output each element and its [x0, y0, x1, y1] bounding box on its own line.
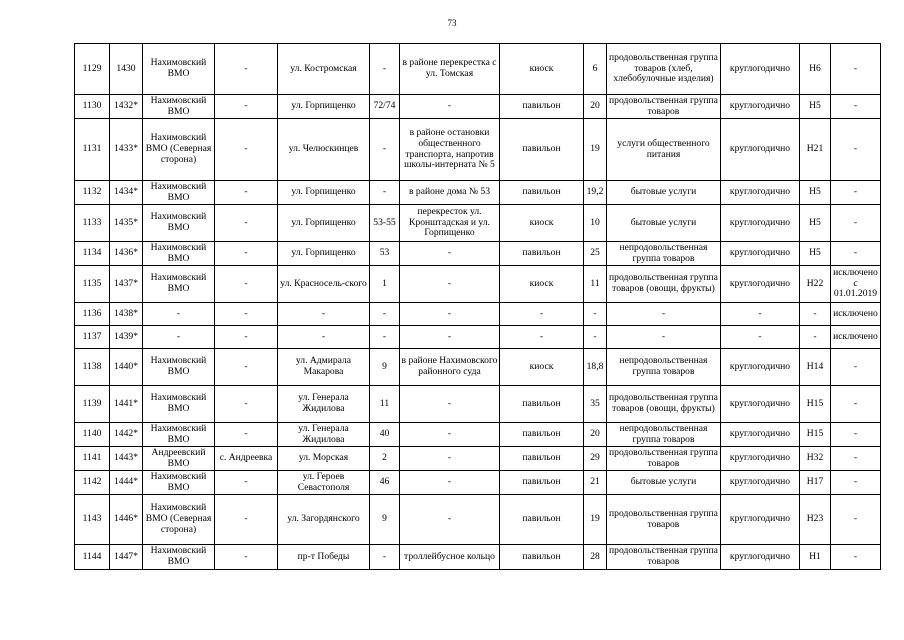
cell-note: -: [831, 205, 881, 242]
table-row: [75, 495, 881, 545]
cell-district: -: [143, 303, 215, 326]
cell-code: Н1: [800, 545, 831, 570]
cell-note: -: [831, 495, 881, 545]
cell-period: круглогодично: [721, 181, 800, 205]
cell-code: -: [800, 326, 831, 349]
cell-district: Нахимовский ВМО: [143, 386, 215, 423]
cell-note: -: [831, 545, 881, 570]
cell-note: -: [831, 44, 881, 95]
cell-id: 1436*: [110, 242, 143, 266]
cell-note: -: [831, 181, 881, 205]
cell-period: круглогодично: [721, 423, 800, 447]
table-row: [75, 266, 881, 303]
cell-specialization: продовольственная группа товаров: [607, 495, 721, 545]
cell-area: 11: [584, 266, 607, 303]
cell-specialization: продовольственная группа товаров (овощи, фрукты): [607, 266, 721, 303]
cell-street: ул. Генерала Жидилова: [278, 423, 370, 447]
cell-area: 25: [584, 242, 607, 266]
cell-specialization: бытовые услуги: [607, 181, 721, 205]
cell-type: -: [500, 326, 584, 349]
cell-id: 1439*: [110, 326, 143, 349]
cell-id: 1443*: [110, 447, 143, 471]
cell-n: 1138: [75, 349, 110, 386]
table-row: [75, 471, 881, 495]
cell-landmark: -: [400, 303, 500, 326]
cell-district: Нахимовский ВМО: [143, 181, 215, 205]
cell-house: -: [370, 303, 400, 326]
cell-street: ул. Красносель-ского: [278, 266, 370, 303]
cell-district: Нахимовский ВМО: [143, 423, 215, 447]
cell-house: 46: [370, 471, 400, 495]
cell-note: -: [831, 423, 881, 447]
cell-specialization: -: [607, 326, 721, 349]
cell-code: Н5: [800, 242, 831, 266]
cell-n: 1143: [75, 495, 110, 545]
cell-area: 6: [584, 44, 607, 95]
cell-code: Н15: [800, 386, 831, 423]
cell-specialization: продовольственная группа товаров: [607, 95, 721, 119]
cell-id: 1437*: [110, 266, 143, 303]
cell-landmark: в районе дома № 53: [400, 181, 500, 205]
cell-code: Н32: [800, 447, 831, 471]
cell-landmark: -: [400, 423, 500, 447]
cell-street: ул. Горпищенко: [278, 181, 370, 205]
cell-district: Нахимовский ВМО (Северная сторона): [143, 495, 215, 545]
cell-id: 1433*: [110, 119, 143, 181]
cell-district: Нахимовский ВМО (Северная сторона): [143, 119, 215, 181]
cell-id: 1432*: [110, 95, 143, 119]
cell-n: 1137: [75, 326, 110, 349]
cell-landmark: -: [400, 447, 500, 471]
cell-street: ул. Челюскинцев: [278, 119, 370, 181]
table-row: [75, 386, 881, 423]
cell-note: -: [831, 119, 881, 181]
cell-house: 1: [370, 266, 400, 303]
cell-period: -: [721, 326, 800, 349]
cell-period: круглогодично: [721, 205, 800, 242]
cell-house: 9: [370, 495, 400, 545]
cell-code: Н5: [800, 205, 831, 242]
cell-house: -: [370, 545, 400, 570]
cell-n: 1141: [75, 447, 110, 471]
cell-area: -: [584, 303, 607, 326]
cell-type: павильон: [500, 181, 584, 205]
cell-district: Нахимовский ВМО: [143, 266, 215, 303]
cell-period: круглогодично: [721, 95, 800, 119]
cell-settlement: -: [215, 471, 278, 495]
cell-note: -: [831, 447, 881, 471]
cell-house: -: [370, 181, 400, 205]
cell-period: круглогодично: [721, 44, 800, 95]
cell-house: 40: [370, 423, 400, 447]
cell-n: 1130: [75, 95, 110, 119]
cell-settlement: -: [215, 205, 278, 242]
cell-street: -: [278, 303, 370, 326]
cell-period: круглогодично: [721, 386, 800, 423]
cell-type: павильон: [500, 95, 584, 119]
cell-landmark: -: [400, 495, 500, 545]
cell-district: Нахимовский ВМО: [143, 44, 215, 95]
cell-house: 11: [370, 386, 400, 423]
cell-code: Н5: [800, 181, 831, 205]
cell-type: павильон: [500, 471, 584, 495]
cell-specialization: -: [607, 303, 721, 326]
cell-street: ул. Горпищенко: [278, 242, 370, 266]
cell-note: исключено с 01.01.2019: [831, 266, 881, 303]
cell-area: -: [584, 326, 607, 349]
cell-district: Нахимовский ВМО: [143, 205, 215, 242]
register-table: [74, 43, 881, 570]
cell-note: исключено: [831, 303, 881, 326]
cell-type: павильон: [500, 447, 584, 471]
cell-period: круглогодично: [721, 495, 800, 545]
cell-n: 1135: [75, 266, 110, 303]
cell-n: 1134: [75, 242, 110, 266]
cell-type: киоск: [500, 205, 584, 242]
cell-settlement: -: [215, 242, 278, 266]
cell-area: 19: [584, 495, 607, 545]
cell-area: 20: [584, 95, 607, 119]
cell-period: круглогодично: [721, 119, 800, 181]
cell-landmark: перекресток ул. Кронштадская и ул. Горпищенко: [400, 205, 500, 242]
cell-type: павильон: [500, 495, 584, 545]
cell-settlement: с. Андреевка: [215, 447, 278, 471]
table-row: [75, 119, 881, 181]
cell-house: 72/74: [370, 95, 400, 119]
cell-area: 20: [584, 423, 607, 447]
cell-district: -: [143, 326, 215, 349]
cell-house: -: [370, 119, 400, 181]
cell-street: ул. Загордянского: [278, 495, 370, 545]
cell-period: круглогодично: [721, 266, 800, 303]
cell-specialization: непродовольственная группа товаров: [607, 242, 721, 266]
cell-n: 1142: [75, 471, 110, 495]
cell-specialization: бытовые услуги: [607, 471, 721, 495]
cell-type: -: [500, 303, 584, 326]
cell-district: Нахимовский ВМО: [143, 349, 215, 386]
page-number: 73: [447, 18, 457, 28]
table-row: [75, 303, 881, 326]
cell-type: киоск: [500, 349, 584, 386]
cell-n: 1131: [75, 119, 110, 181]
cell-period: круглогодично: [721, 545, 800, 570]
cell-id: 1438*: [110, 303, 143, 326]
table-row: [75, 181, 881, 205]
cell-specialization: услуги общественного питания: [607, 119, 721, 181]
cell-settlement: -: [215, 44, 278, 95]
cell-landmark: в районе Нахимовского районного суда: [400, 349, 500, 386]
cell-district: Нахимовский ВМО: [143, 545, 215, 570]
cell-code: Н23: [800, 495, 831, 545]
cell-area: 29: [584, 447, 607, 471]
cell-settlement: -: [215, 423, 278, 447]
cell-settlement: -: [215, 349, 278, 386]
cell-landmark: троллейбусное кольцо: [400, 545, 500, 570]
cell-street: ул. Адмирала Макарова: [278, 349, 370, 386]
cell-specialization: непродовольственная группа товаров: [607, 423, 721, 447]
cell-note: -: [831, 386, 881, 423]
cell-area: 18,8: [584, 349, 607, 386]
table-row: [75, 326, 881, 349]
cell-landmark: -: [400, 471, 500, 495]
cell-code: Н15: [800, 423, 831, 447]
cell-area: 21: [584, 471, 607, 495]
cell-n: 1144: [75, 545, 110, 570]
cell-specialization: продовольственная группа товаров: [607, 545, 721, 570]
cell-note: -: [831, 95, 881, 119]
cell-code: Н17: [800, 471, 831, 495]
cell-n: 1136: [75, 303, 110, 326]
cell-id: 1447*: [110, 545, 143, 570]
table-row: [75, 349, 881, 386]
cell-id: 1446*: [110, 495, 143, 545]
cell-house: 2: [370, 447, 400, 471]
cell-id: 1441*: [110, 386, 143, 423]
cell-area: 35: [584, 386, 607, 423]
table-row: [75, 242, 881, 266]
table-row: [75, 545, 881, 570]
cell-landmark: -: [400, 386, 500, 423]
cell-settlement: -: [215, 495, 278, 545]
cell-house: 53: [370, 242, 400, 266]
cell-settlement: -: [215, 303, 278, 326]
cell-landmark: -: [400, 242, 500, 266]
cell-landmark: -: [400, 95, 500, 119]
cell-settlement: -: [215, 95, 278, 119]
cell-settlement: -: [215, 386, 278, 423]
cell-type: павильон: [500, 423, 584, 447]
cell-district: Нахимовский ВМО: [143, 95, 215, 119]
cell-type: павильон: [500, 386, 584, 423]
cell-area: 28: [584, 545, 607, 570]
cell-code: -: [800, 303, 831, 326]
table-row: [75, 447, 881, 471]
cell-code: Н14: [800, 349, 831, 386]
table-row: [75, 44, 881, 95]
cell-id: 1440*: [110, 349, 143, 386]
cell-area: 19,2: [584, 181, 607, 205]
cell-street: ул. Горпищенко: [278, 205, 370, 242]
cell-type: павильон: [500, 119, 584, 181]
cell-landmark: в районе остановки общественного транспорта, напротив школы-интерната № 5: [400, 119, 500, 181]
cell-landmark: -: [400, 326, 500, 349]
cell-code: Н21: [800, 119, 831, 181]
cell-id: 1430: [110, 44, 143, 95]
cell-type: павильон: [500, 242, 584, 266]
register-table-body: [75, 44, 881, 570]
cell-settlement: -: [215, 545, 278, 570]
cell-street: ул. Морская: [278, 447, 370, 471]
cell-note: -: [831, 349, 881, 386]
cell-settlement: -: [215, 326, 278, 349]
cell-specialization: продовольственная группа товаров (овощи, фрукты): [607, 386, 721, 423]
cell-id: 1434*: [110, 181, 143, 205]
cell-note: -: [831, 242, 881, 266]
cell-code: Н5: [800, 95, 831, 119]
cell-id: 1442*: [110, 423, 143, 447]
cell-street: -: [278, 326, 370, 349]
cell-id: 1435*: [110, 205, 143, 242]
cell-specialization: непродовольственная группа товаров: [607, 349, 721, 386]
cell-n: 1133: [75, 205, 110, 242]
cell-type: киоск: [500, 266, 584, 303]
cell-note: -: [831, 471, 881, 495]
cell-period: круглогодично: [721, 242, 800, 266]
cell-type: киоск: [500, 44, 584, 95]
cell-house: 9: [370, 349, 400, 386]
cell-period: -: [721, 303, 800, 326]
cell-code: Н6: [800, 44, 831, 95]
cell-house: 53-55: [370, 205, 400, 242]
cell-n: 1139: [75, 386, 110, 423]
cell-street: пр-т Победы: [278, 545, 370, 570]
cell-code: Н22: [800, 266, 831, 303]
cell-specialization: продовольственная группа товаров: [607, 447, 721, 471]
cell-type: павильон: [500, 545, 584, 570]
cell-street: ул. Костромская: [278, 44, 370, 95]
cell-settlement: -: [215, 266, 278, 303]
cell-settlement: -: [215, 181, 278, 205]
cell-area: 10: [584, 205, 607, 242]
cell-specialization: бытовые услуги: [607, 205, 721, 242]
cell-n: 1132: [75, 181, 110, 205]
cell-house: -: [370, 44, 400, 95]
table-row: [75, 205, 881, 242]
cell-street: ул. Горпищенко: [278, 95, 370, 119]
cell-specialization: продовольственная группа товаров (хлеб, хлебобулочные изделия): [607, 44, 721, 95]
table-row: [75, 423, 881, 447]
cell-street: ул. Героев Севастополя: [278, 471, 370, 495]
cell-settlement: -: [215, 119, 278, 181]
cell-area: 19: [584, 119, 607, 181]
table-row: [75, 95, 881, 119]
cell-street: ул. Генерала Жидилова: [278, 386, 370, 423]
cell-landmark: -: [400, 266, 500, 303]
cell-district: Нахимовский ВМО: [143, 471, 215, 495]
cell-period: круглогодично: [721, 447, 800, 471]
cell-period: круглогодично: [721, 471, 800, 495]
cell-n: 1129: [75, 44, 110, 95]
cell-period: круглогодично: [721, 349, 800, 386]
cell-id: 1444*: [110, 471, 143, 495]
cell-district: Нахимовский ВМО: [143, 242, 215, 266]
cell-n: 1140: [75, 423, 110, 447]
cell-house: -: [370, 326, 400, 349]
cell-district: Андреевский ВМО: [143, 447, 215, 471]
cell-landmark: в районе перекрестка с ул. Томская: [400, 44, 500, 95]
cell-note: исключено: [831, 326, 881, 349]
